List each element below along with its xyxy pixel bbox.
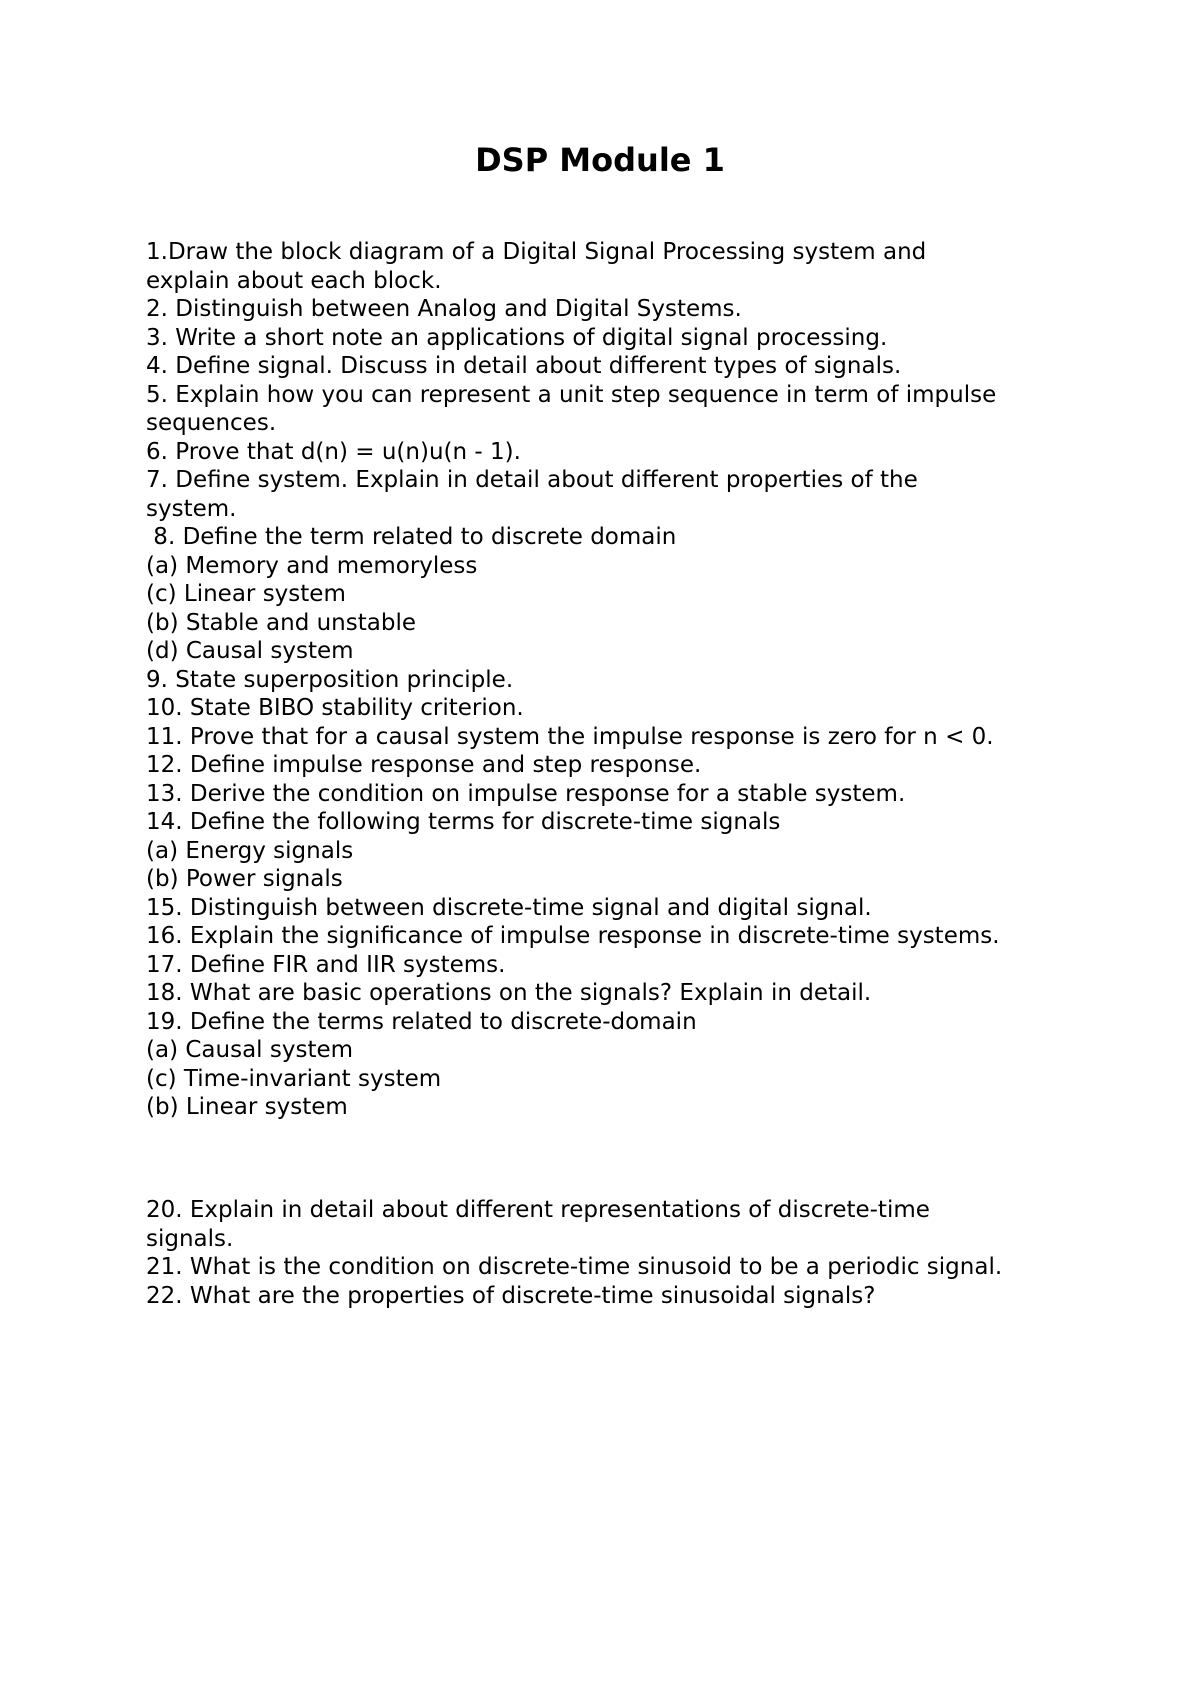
question-line: 19. Define the terms related to discrete-domain <box>146 1008 697 1035</box>
blank-line <box>146 1145 1086 1174</box>
question-line: signals. <box>146 1225 234 1252</box>
question-line: (c) Linear system <box>146 581 346 607</box>
question-line: 16. Explain the significance of impulse response in discrete-time systems. <box>146 923 1000 949</box>
question-line: 20. Explain in detail about different representations of discrete-time <box>146 1197 930 1223</box>
question-line: sequences. <box>146 410 277 436</box>
question-line: 22. What are the properties of discrete-time sinusoidal signals? <box>146 1282 876 1309</box>
question-line: 15. Distinguish between discrete-time signal and digital signal. <box>146 894 872 921</box>
question-line: 5. Explain how you can represent a unit step sequence in term of impulse <box>146 381 997 408</box>
question-line: 17. Define FIR and IIR systems. <box>146 951 506 978</box>
question-line: 8. Define the term related to discrete domain <box>146 524 677 550</box>
question-line: 14. Define the following terms for discrete-time signals <box>146 809 781 835</box>
question-line: (a) Energy signals <box>146 837 354 864</box>
question-line: system. <box>146 495 237 522</box>
question-line: (c) Time-invariant system <box>146 1065 442 1092</box>
question-line: 12. Define impulse response and step response. <box>146 752 702 778</box>
page-title: DSP Module 1 <box>475 141 725 179</box>
question-line: (d) Causal system <box>146 638 354 664</box>
question-line: (b) Linear system <box>146 1094 348 1120</box>
question-list <box>146 238 1086 1310</box>
question-line: 4. Define signal. Discuss in detail about different types of signals. <box>146 353 902 379</box>
question-line: 9. State superposition principle. <box>146 666 514 693</box>
question-line: (b) Power signals <box>146 866 343 892</box>
question-line: 21. What is the condition on discrete-time sinusoid to be a periodic signal. <box>146 1254 1003 1280</box>
question-line: 6. Prove that d(n) = u(n)u(n - 1). <box>146 438 521 465</box>
question-line: 13. Derive the condition on impulse response for a stable system. <box>146 780 906 807</box>
question-line: (a) Causal system <box>146 1037 354 1063</box>
question-line: 11. Prove that for a causal system the impulse response is zero for n < 0. <box>146 723 994 750</box>
question-line: 18. What are basic operations on the signals? Explain in detail. <box>146 980 872 1006</box>
question-line: 3. Write a short note an applications of digital signal processing. <box>146 324 888 351</box>
question-line: (a) Memory and memoryless <box>146 552 478 579</box>
question-line: 7. Define system. Explain in detail about different properties of the <box>146 467 918 493</box>
question-line: (b) Stable and unstable <box>146 609 416 636</box>
question-line: explain about each block. <box>146 267 442 294</box>
question-line: 10. State BIBO stability criterion. <box>146 695 524 721</box>
question-line: 2. Distinguish between Analog and Digital Systems. <box>146 296 742 322</box>
question-line: 1.Draw the block diagram of a Digital Signal Processing system and <box>146 239 927 265</box>
